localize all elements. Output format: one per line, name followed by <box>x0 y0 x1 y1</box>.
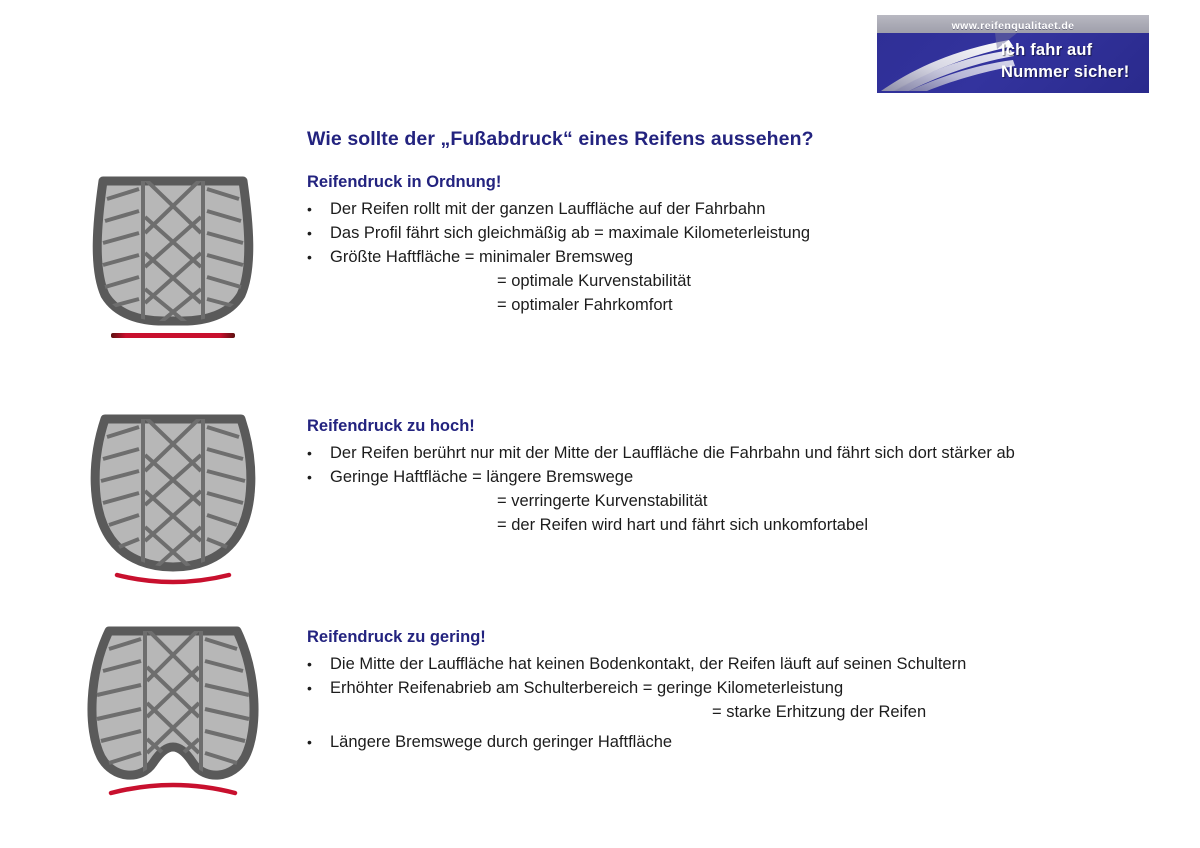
bullet-continuation: = optimaler Fahrkomfort <box>497 296 673 314</box>
bullet-text: Die Mitte der Lauffläche hat keinen Bodenkontakt, der Reifen läuft auf seinen Schultern <box>330 655 967 673</box>
logo-slogan-line1: Ich fahr auf <box>1001 41 1093 59</box>
bullet-item <box>307 245 810 269</box>
bullet-text: Größte Haftfläche = minimaler Bremsweg <box>330 248 634 266</box>
tire-diagram-over <box>83 403 263 588</box>
bullet-dot-icon: • <box>307 201 312 217</box>
bullet-dot-icon: • <box>307 680 312 696</box>
bullet-item <box>307 730 966 754</box>
section-under-inflated <box>307 628 966 754</box>
tire-footprint-correct-pressure <box>83 163 263 348</box>
bullet-item <box>307 652 966 676</box>
tire-footprint-under-inflated <box>83 617 263 802</box>
bullet-item <box>307 465 1015 489</box>
bullet-continuation: = starke Erhitzung der Reifen <box>712 703 927 721</box>
bullet-dot-icon: • <box>307 249 312 265</box>
tire-diagram-correct <box>83 163 263 348</box>
bullet-dot-icon: • <box>307 734 312 750</box>
contact-patch-line-correct <box>111 333 235 338</box>
brand-logo <box>877 15 1149 93</box>
tire-footprint-over-inflated <box>83 403 263 588</box>
section-correct-pressure <box>307 173 810 317</box>
bullet-dot-icon: • <box>307 445 312 461</box>
bullet-dot-icon: • <box>307 225 312 241</box>
bullet-item <box>307 221 810 245</box>
bullet-dot-icon: • <box>307 469 312 485</box>
bullet-text: Das Profil fährt sich gleichmäßig ab = maximale Kilometerleistung <box>330 224 811 242</box>
section-heading: Reifendruck zu hoch! <box>307 417 475 435</box>
bullet-text: Der Reifen rollt mit der ganzen Lauffläche auf der Fahrbahn <box>330 200 766 218</box>
contact-patch-line-under <box>111 785 235 793</box>
bullet-text: Der Reifen berührt nur mit der Mitte der Lauffläche die Fahrbahn und fährt sich dort stärker ab <box>330 444 1015 462</box>
section-heading: Reifendruck in Ordnung! <box>307 173 502 191</box>
contact-patch-line-over <box>117 575 229 582</box>
bullet-text: Längere Bremswege durch geringer Haftfläche <box>330 733 673 751</box>
section-over-inflated <box>307 417 1015 537</box>
bullet-item <box>307 197 810 221</box>
bullet-dot-icon: • <box>307 656 312 672</box>
logo-slogan-line2: Nummer sicher! <box>1001 63 1130 81</box>
bullet-item <box>307 676 966 700</box>
logo-slogan <box>1001 39 1146 83</box>
page-title: Wie sollte der „Fußabdruck“ eines Reifens aussehen? <box>307 128 814 150</box>
bullet-continuation: = der Reifen wird hart und fährt sich unkomfortabel <box>497 516 868 534</box>
bullet-text: Erhöhter Reifenabrieb am Schulterbereich = geringe Kilometerleistung <box>330 679 844 697</box>
bullet-text: Geringe Haftfläche = längere Bremswege <box>330 468 634 486</box>
logo-body <box>877 33 1149 93</box>
logo-url-text: www.reifenqualitaet.de <box>951 19 1075 32</box>
bullet-item <box>307 441 1015 465</box>
bullet-continuation: = verringerte Kurvenstabilität <box>497 492 708 510</box>
section-heading: Reifendruck zu gering! <box>307 628 486 646</box>
tire-diagram-under <box>83 617 263 802</box>
bullet-continuation: = optimale Kurvenstabilität <box>497 272 691 290</box>
